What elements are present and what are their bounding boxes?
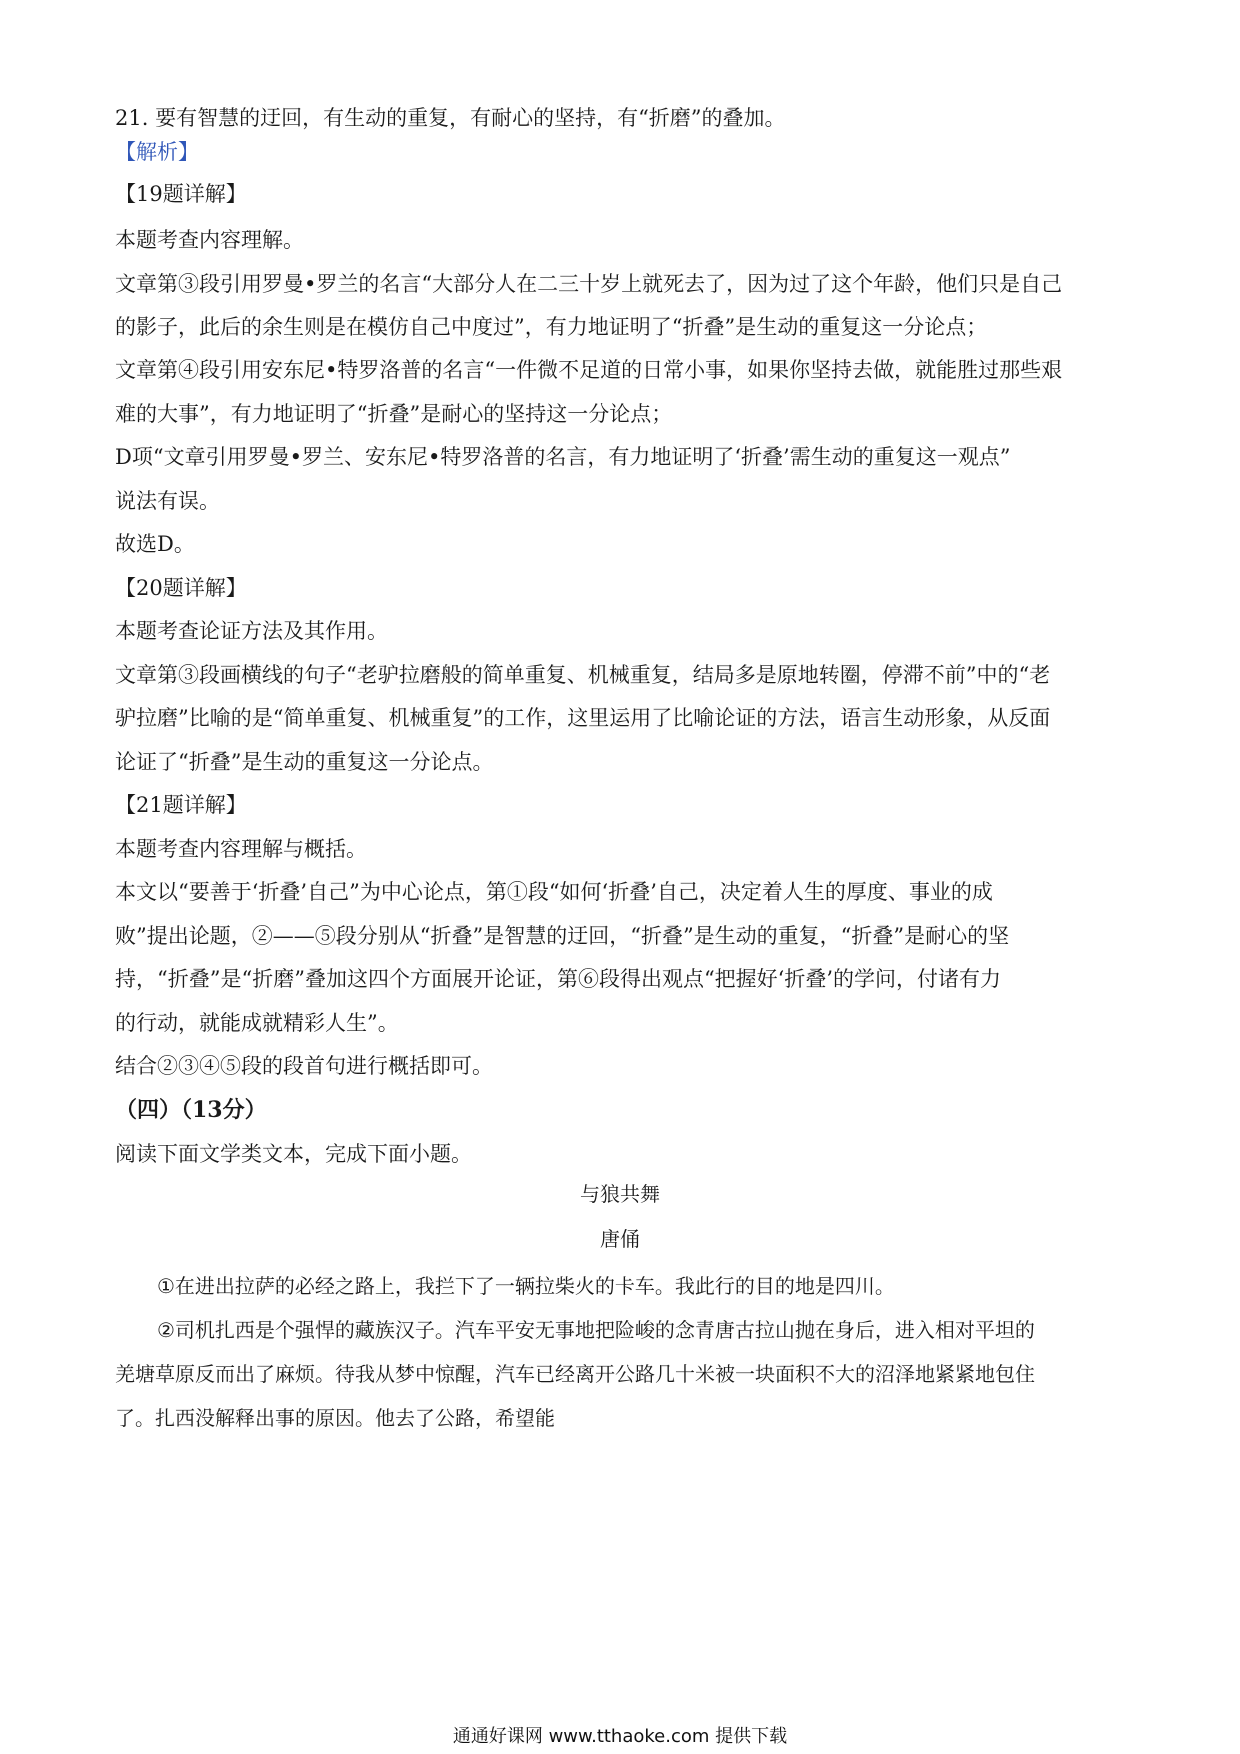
story-title: 与狼共舞 (580, 1182, 660, 1206)
q20-line-4: 论证了“折叠”是生动的重复这一分论点。 (115, 750, 494, 774)
q21-line-5: 的行动，就能成就精彩人生”。 (115, 1011, 399, 1035)
story-paragraph-1: ①在进出拉萨的必经之路上，我拦下了一辆拉柴火的卡车。我此行的目的地是四川。 (157, 1274, 895, 1298)
q20-line-2: 文章第③段画横线的句子“老驴拉磨般的简单重复、机械重复，结局多是原地转圈，停滞不前”中的“老 (115, 663, 1051, 687)
answer-21: 21. 要有智慧的迂回，有生动的重复，有耐心的坚持，有“折磨”的叠加。 (115, 106, 786, 130)
q19-line-1: 本题考查内容理解。 (115, 228, 304, 252)
q19-line-6: D项“文章引用罗曼•罗兰、安东尼•特罗洛普的名言，有力地证明了‘折叠’需生动的重复这一观点” (115, 445, 1011, 469)
q19-heading: 【19题详解】 (115, 182, 247, 206)
q20-heading: 【20题详解】 (115, 576, 247, 600)
q21-line-4: 持，“折叠”是“折磨”叠加这四个方面展开论证，第⑥段得出观点“把握好‘折叠’的学问，付诸有力 (115, 967, 1002, 991)
q19-line-5: 难的大事”，有力地证明了“折叠”是耐心的坚持这一分论点； (115, 402, 673, 426)
reading-instruction: 阅读下面文学类文本，完成下面小题。 (115, 1142, 472, 1166)
story-paragraph-2-line-1: ②司机扎西是个强悍的藏族汉子。汽车平安无事地把险峻的念青唐古拉山抛在身后，进入相对平坦的 (157, 1318, 1035, 1342)
story-paragraph-2-line-2: 羌塘草原反而出了麻烦。待我从梦中惊醒，汽车已经离开公路几十米被一块面积不大的沼泽地紧紧地包住 (115, 1362, 1035, 1386)
footer-source: 通通好课网 www.tthaoke.com 提供下载 (452, 1726, 788, 1747)
q19-answer: 故选D。 (115, 532, 195, 556)
q21-heading: 【21题详解】 (115, 793, 247, 817)
q21-line-3: 败”提出论题，②——⑤段分别从“折叠”是智慧的迂回，“折叠”是生动的重复，“折叠”是耐心的坚 (115, 924, 1010, 948)
q21-line-1: 本题考查内容理解与概括。 (115, 837, 367, 861)
q21-line-2: 本文以“要善于‘折叠’自己”为中心论点，第①段“如何‘折叠’自己，决定着人生的厚度、事业的成 (115, 880, 993, 904)
story-author: 唐俑 (600, 1227, 640, 1251)
q19-line-7: 说法有误。 (115, 489, 220, 513)
q20-line-3: 驴拉磨”比喻的是“简单重复、机械重复”的工作，这里运用了比喻论证的方法，语言生动形象，从反面 (115, 706, 1051, 730)
q19-line-2: 文章第③段引用罗曼•罗兰的名言“大部分人在二三十岁上就死去了，因为过了这个年龄，他们只是自己 (115, 272, 1063, 296)
q20-line-1: 本题考查论证方法及其作用。 (115, 619, 388, 643)
q21-line-6: 结合②③④⑤段的段首句进行概括即可。 (115, 1054, 493, 1078)
q19-line-4: 文章第④段引用安东尼•特罗洛普的名言“一件微不足道的日常小事，如果你坚持去做，就能胜过那些艰 (115, 358, 1063, 382)
section-heading: （四）（13分） (115, 1097, 267, 1123)
analysis-label: 【解析】 (115, 140, 199, 164)
q19-line-3: 的影子，此后的余生则是在模仿自己中度过”，有力地证明了“折叠”是生动的重复这一分论点； (115, 315, 988, 339)
story-paragraph-2-line-3: 了。扎西没解释出事的原因。他去了公路，希望能 (115, 1406, 555, 1430)
